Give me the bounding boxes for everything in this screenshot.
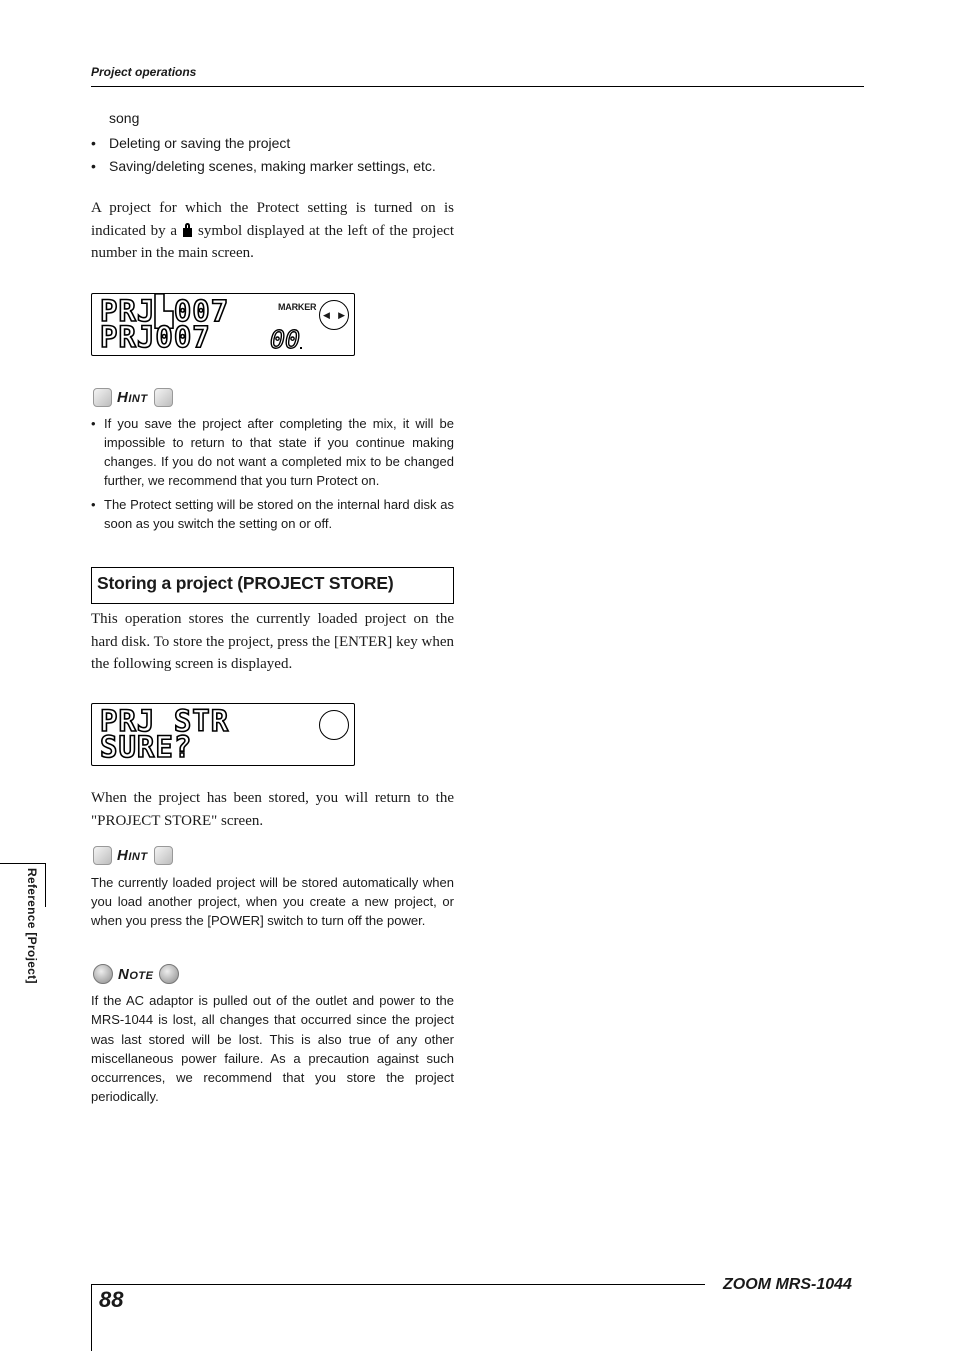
lcd-line-2: SURE? [100, 730, 193, 764]
list-item: • Deleting or saving the project [91, 132, 491, 155]
hint-square-icon [93, 388, 112, 407]
lcd-main-screen [91, 293, 355, 356]
protect-paragraph [91, 197, 454, 265]
lcd-store-screen [91, 703, 355, 766]
cursor-dial-icon [319, 300, 349, 330]
lcd-dot [300, 347, 302, 349]
list-item: • The Protect setting will be stored on the internal hard disk as soon as you switch the setting on or off. [91, 495, 454, 533]
protect-text-before: A project for which the Protect setting is turned on is indicated by a [91, 200, 454, 239]
right-arrow-icon: ▶ [338, 310, 345, 320]
page-number: 88 [99, 1287, 124, 1312]
hint-badge [93, 388, 173, 407]
header-rule [91, 86, 864, 87]
after-store-paragraph: When the project has been stored, you will return to the "PROJECT STORE" screen. [91, 790, 454, 829]
hint-text: The currently loaded project will be stored automatically when you load another project, when you create a new project, or when you press the [POWER] switch to turn off the power. [91, 875, 454, 928]
lcd-line-2: PRJ007 [100, 320, 211, 354]
note-badge [93, 964, 179, 984]
hint-label: Hint [117, 847, 148, 864]
footer-vertical-rule [91, 1284, 92, 1351]
intro-bullet-list [91, 132, 491, 178]
note-label: Note [118, 965, 154, 983]
lcd-line-1: PRJ STR [100, 704, 230, 738]
hint-square-icon [93, 846, 112, 865]
note-circle-icon [159, 964, 179, 984]
footer-rule [91, 1284, 705, 1285]
lock-icon [183, 223, 192, 237]
footer-brand: ZOOM MRS-1044 [723, 1276, 852, 1293]
section-heading-box [91, 567, 454, 604]
note-text: If the AC adaptor is pulled out of the outlet and power to the MRS-1044 is lost, all changes that occurred since the project was last stored will be lost. This is also true of any other miscellaneous power failure. As a precaution against such occurrences, we recommend that you store the project periodically. [91, 993, 454, 1105]
store-paragraph: This operation stores the currently loaded project on the hard disk. To store the project, press the [ENTER] key when the following screen is displayed. [91, 611, 454, 672]
enter-key-icon [319, 710, 349, 740]
hint-list [91, 414, 454, 538]
hint-label: Hint [117, 389, 148, 406]
hint-badge [93, 846, 173, 865]
continued-bullet-text: song [109, 110, 140, 126]
lcd-line-1: PRJ▙007 [100, 294, 230, 328]
hint-square-icon [154, 388, 173, 407]
hint-square-icon [154, 846, 173, 865]
list-item: • If you save the project after completing the mix, it will be impossible to return to that state if you continue making changes. If you do not want a completed mix to be changed further, we recommend that you turn Protect on. [91, 414, 454, 490]
marker-label: MARKER [278, 302, 317, 312]
running-header: Project operations [91, 65, 197, 79]
note-circle-icon [93, 964, 113, 984]
marker-value: 00 [270, 325, 301, 354]
protect-text-after: symbol displayed at the left of the project number in the main screen. [91, 222, 455, 261]
side-tab-label: Reference [Project] [25, 868, 39, 984]
section-title: Storing a project (PROJECT STORE) [97, 573, 394, 593]
list-item: • Saving/deleting scenes, making marker settings, etc. [91, 155, 491, 178]
left-arrow-icon: ◀ [323, 310, 330, 320]
